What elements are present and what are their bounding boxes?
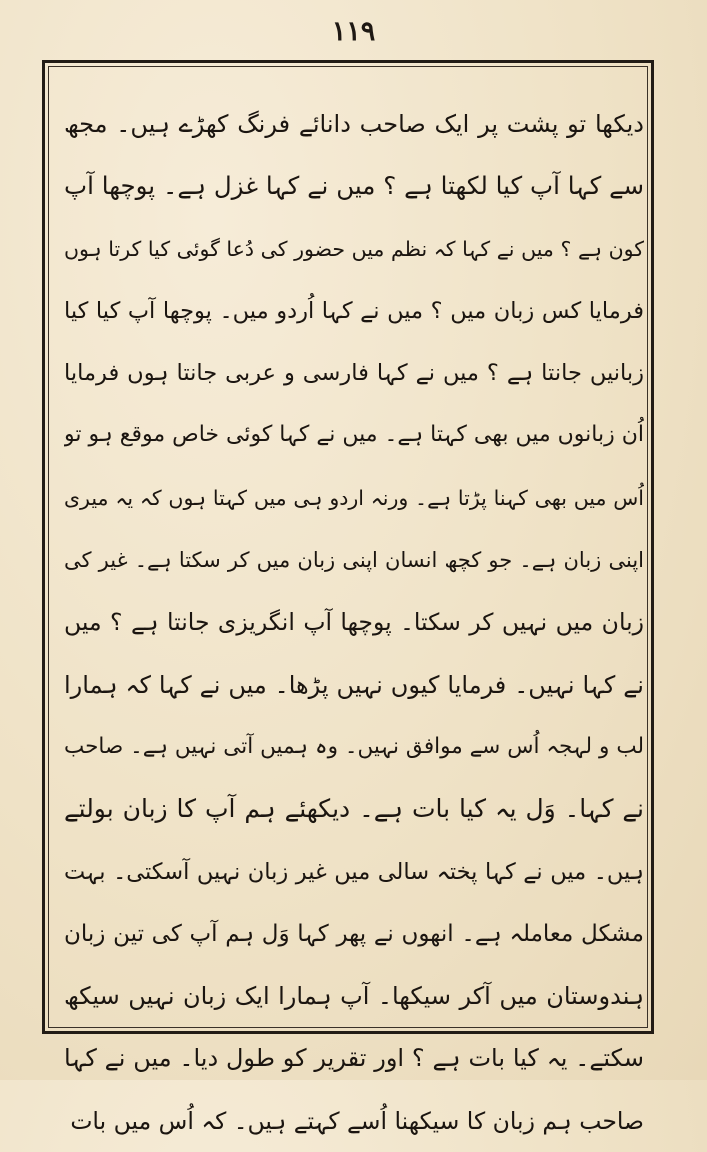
text-line: صاحب ہم زبان کا سیکھنا اُسے کہتے ہیں۔ کہ اُس میں بات — [70, 1106, 644, 1135]
text-line: ہندوستان میں آکر سیکھا۔ آپ ہمارا ایک زبان نہیں سیکھ — [64, 982, 644, 1011]
text-line: زبان میں نہیں کر سکتا۔ پوچھا آپ انگریزی جانتا ہے ؟ میں — [64, 608, 644, 637]
body-text — [64, 93, 644, 1152]
text-line: اُس میں بھی کہنا پڑتا ہے۔ ورنہ اردو ہی میں کہتا ہوں کہ یہ میری — [64, 485, 644, 510]
text-line: زبانیں جانتا ہے ؟ میں نے کہا فارسی و عربی جانتا ہوں فرمایا — [64, 360, 644, 387]
text-line: نے کہا نہیں۔ فرمایا کیوں نہیں پڑھا۔ میں نے کہا کہ ہمارا — [64, 670, 644, 699]
text-line: اُن زبانوں میں بھی کہتا ہے۔ میں نے کہا کوئی خاص موقع ہو تو — [64, 422, 644, 448]
text-line: اپنی زبان ہے۔ جو کچھ انسان اپنی زبان میں کر سکتا ہے۔ غیر کی — [64, 548, 644, 573]
page-number: ۱۱۹ — [331, 16, 376, 47]
text-line: سے کہا آپ کیا لکھتا ہے ؟ میں نے کہا غزل ہے۔ پوچھا آپ — [64, 171, 644, 201]
text-line: ہیں۔ میں نے کہا پختہ سالی میں غیر زبان نہیں آسکتی۔ بہت — [64, 858, 644, 885]
text-line: لب و لہجہ اُس سے موافق نہیں۔ وہ ہمیں آتی نہیں ہے۔ صاحب — [64, 733, 644, 759]
text-line: سکتے۔ یہ کیا بات ہے ؟ اور تقریر کو طول دیا۔ میں نے کہا — [64, 1044, 644, 1073]
text-line: کون ہے ؟ میں نے کہا کہ نظم میں حضور کی دُعا گوئی کیا کرتا ہوں — [64, 236, 644, 261]
text-line: فرمایا کس زبان میں ؟ میں نے کہا اُردو میں۔ پوچھا آپ کیا کیا — [64, 297, 644, 324]
text-line: دیکھا تو پشت پر ایک صاحب دانائے فرنگ کھڑے ہیں۔ مجھ — [64, 110, 644, 138]
text-line: مشکل معاملہ ہے۔ انھوں نے پھر کہا وَل ہم آپ کی تین زبان — [64, 920, 644, 947]
text-line: نے کہا۔ وَل یہ کیا بات ہے۔ دیکھئے ہم آپ کا زبان بولتے — [64, 794, 644, 824]
